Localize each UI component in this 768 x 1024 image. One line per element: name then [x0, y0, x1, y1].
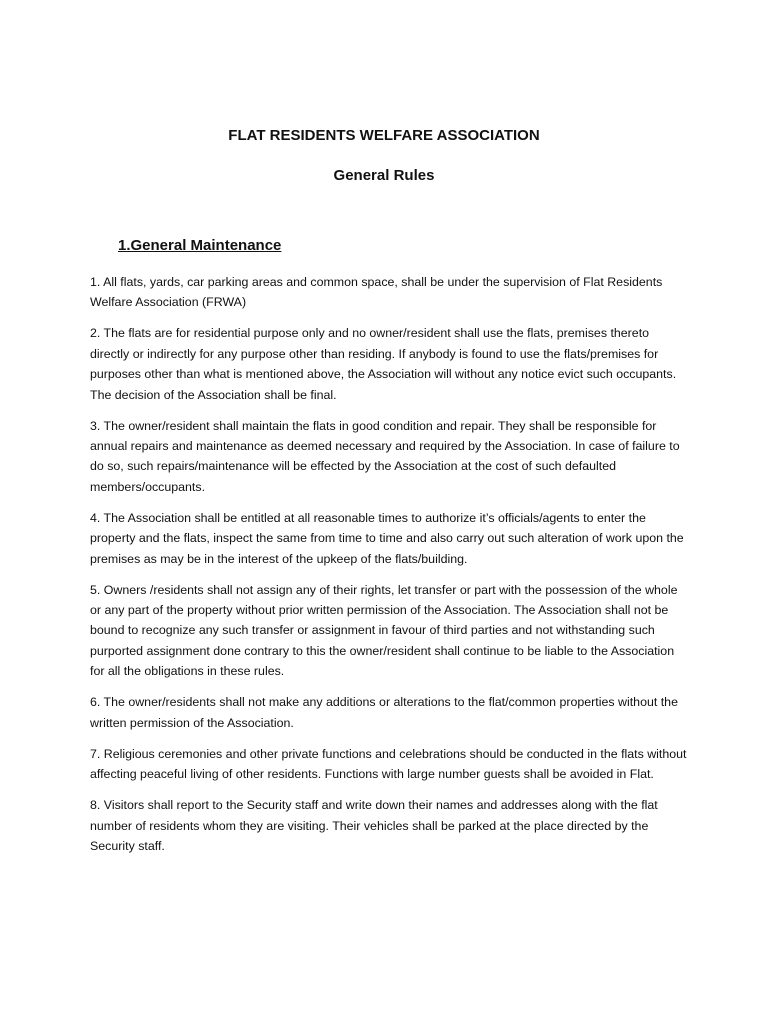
- rule-item: 6. The owner/residents shall not make any additions or alterations to the flat/common properties without the written permission of the Association.: [90, 695, 678, 730]
- rule-item: 5. Owners /residents shall not assign any of their rights, let transfer or part with the possession of the whole or any part of the property without prior written permission of the Association. The Association shall not be bound to recognize any such transfer or assignment in favour of third parties and not withstanding such purported assignment done contrary to this the owner/resident shall continue to be liable to the Association for all the obligations in these rules.: [90, 582, 678, 679]
- rule-item: 3. The owner/resident shall maintain the flats in good condition and repair. They shall be responsible for annual repairs and maintenance as deemed necessary and required by the Association. In case of failure to do so, such repairs/maintenance will be effected by the Association at the cost of such defaulted members/occupants.: [90, 418, 680, 494]
- section-heading: 1.General Maintenance: [118, 237, 282, 254]
- rules-list: [90, 272, 688, 867]
- rule-item: 2. The flats are for residential purpose only and no owner/resident shall use the flats, premises thereto directly or indirectly for any purpose other than residing. If anybody is found to use the flats/premises for purposes other than what is mentioned above, the Association will without any notice evict such occupants. The decision of the Association shall be final.: [90, 326, 677, 402]
- document-subtitle: General Rules: [333, 167, 435, 184]
- rule-item: 4. The Association shall be entitled at all reasonable times to authorize it’s officials/agents to enter the property and the flats, inspect the same from time to time and also carry out such alteration of work upon the premises as may be in the interest of the upkeep of the flats/building.: [90, 510, 684, 566]
- rule-item: 1. All flats, yards, car parking areas and common space, shall be under the supervision of Flat Residents Welfare Association (FRWA): [90, 275, 663, 310]
- document-title: FLAT RESIDENTS WELFARE ASSOCIATION: [228, 127, 540, 144]
- rule-item: 7. Religious ceremonies and other private functions and celebrations should be conducted in the flats without affecting peaceful living of other residents. Functions with large number guests shall be avoided in Flat.: [90, 746, 687, 782]
- rule-item: 8. Visitors shall report to the Security staff and write down their names and addresses along with the flat number of residents whom they are visiting. Their vehicles shall be parked at the place directed by the Security staff.: [90, 798, 658, 853]
